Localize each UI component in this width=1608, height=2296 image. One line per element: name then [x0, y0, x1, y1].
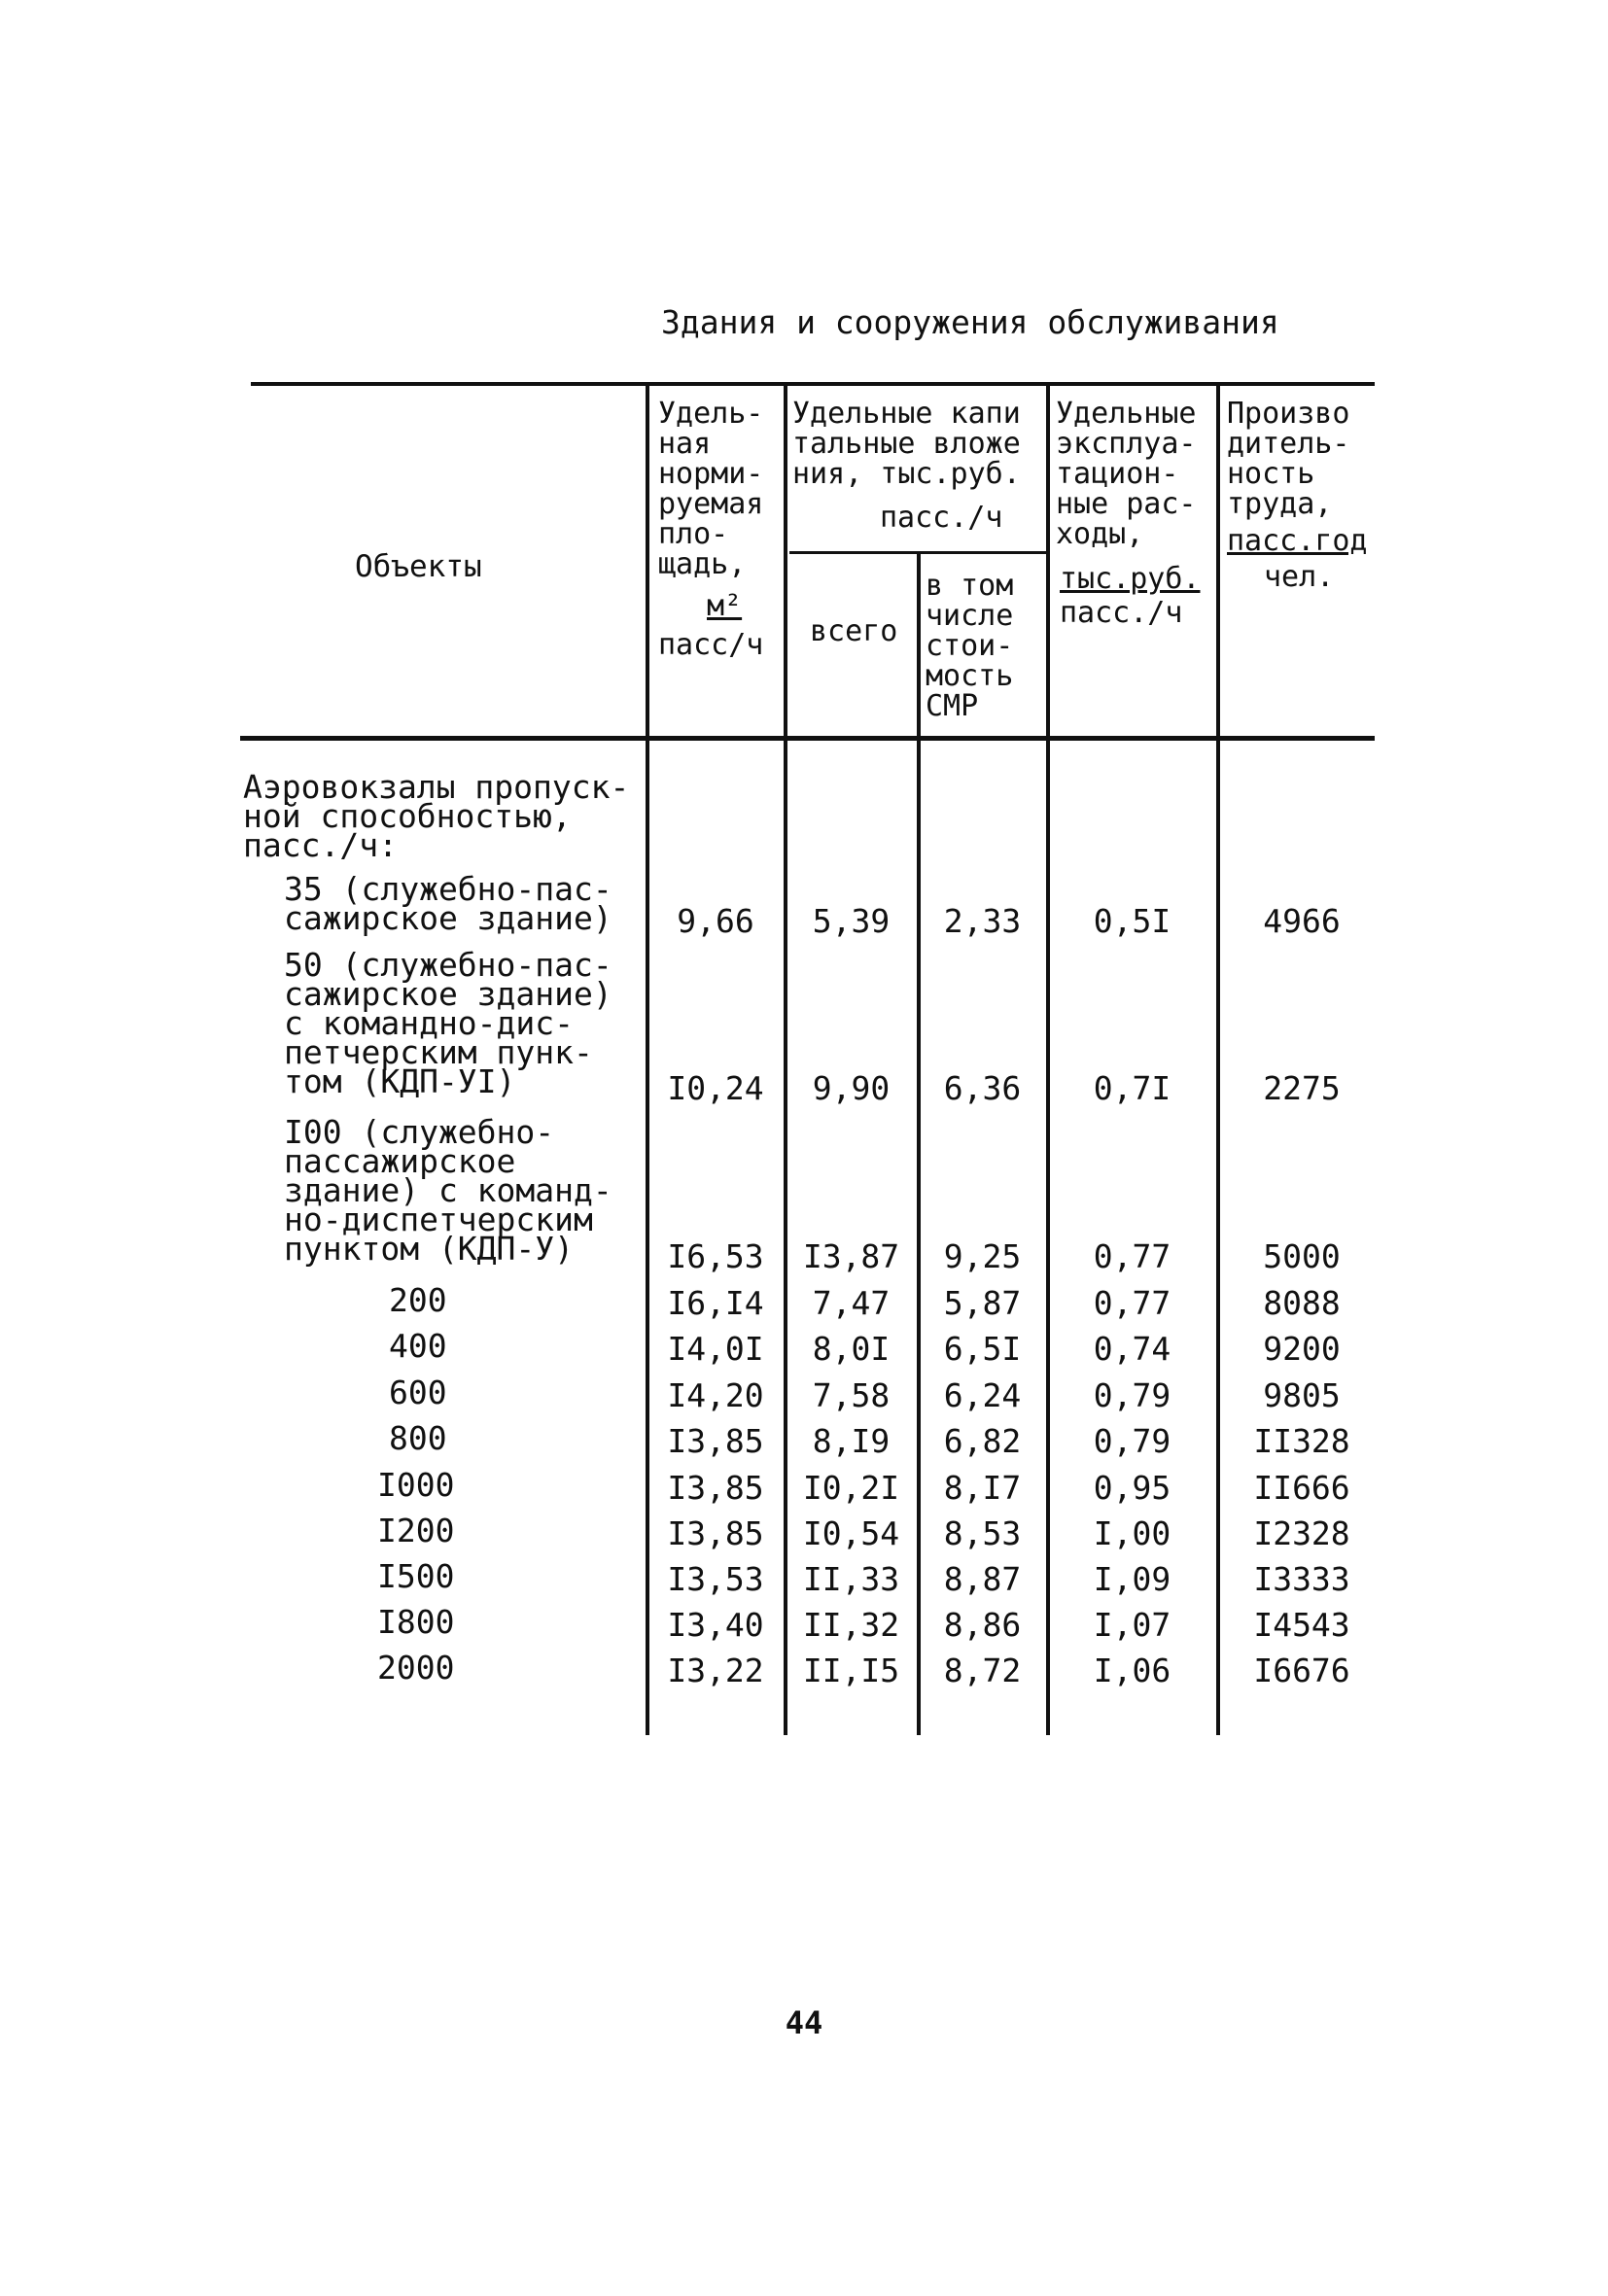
cell-area: I3,85 — [667, 1422, 764, 1460]
header-area-line: ная — [658, 427, 712, 461]
cell-opex: 0,79 — [1093, 1422, 1171, 1460]
header-area-line: норми- — [658, 457, 764, 491]
header-capex-line: тальные вложе — [792, 427, 1021, 461]
cell-capex-total: 5,39 — [812, 902, 891, 940]
cell-opex: 0,79 — [1093, 1376, 1171, 1414]
header-capex-line: ния, тыс.руб. — [792, 457, 1021, 491]
cell-capex-smr: 6,82 — [943, 1422, 1022, 1460]
row-object: 50 (служебно-пас- сажирское здание) с командно-дис- петчерским пунк- том (КДП-УI) — [284, 946, 612, 1100]
row-object: I200 — [377, 1512, 455, 1549]
cell-area: I6,53 — [667, 1237, 764, 1275]
cell-capex-smr: 9,25 — [943, 1237, 1022, 1275]
header-prod-line: дитель- — [1227, 427, 1350, 461]
header-capex-smr-line: стои- — [926, 629, 1014, 663]
header-capex-line: Удельные капи — [792, 397, 1021, 431]
cell-capex-total: 9,90 — [812, 1069, 891, 1107]
header-area-line: щадь, — [658, 547, 747, 581]
cell-area: I3,22 — [667, 1652, 764, 1689]
cell-prod: I3333 — [1253, 1560, 1350, 1598]
row-object: 600 — [389, 1374, 447, 1411]
cell-prod: I4543 — [1253, 1606, 1350, 1644]
header-capex-smr-line: в том — [926, 569, 1014, 603]
header-area-unit-numerator: м² — [707, 589, 743, 623]
cell-opex: 0,77 — [1093, 1237, 1171, 1275]
cell-opex: 0,77 — [1093, 1284, 1171, 1322]
group-label: Аэровокзалы пропуск- ной способностью, пасс./ч: — [243, 768, 630, 864]
cell-prod: 9200 — [1263, 1330, 1341, 1368]
cell-prod: 4966 — [1263, 902, 1341, 940]
header-capex-total: всего — [810, 614, 898, 648]
cell-opex: I,09 — [1093, 1560, 1171, 1598]
cell-capex-smr: 8,I7 — [943, 1469, 1022, 1507]
header-opex-line: ходы, — [1056, 517, 1144, 551]
cell-prod: I6676 — [1253, 1652, 1350, 1689]
cell-capex-smr: 8,87 — [943, 1560, 1022, 1598]
cell-prod: 5000 — [1263, 1237, 1341, 1275]
header-opex-unit-numerator: тыс.руб. — [1060, 562, 1201, 596]
row-object: 2000 — [377, 1649, 455, 1687]
col-divider-3 — [917, 552, 921, 1735]
header-opex-line: Удельные — [1056, 397, 1197, 431]
cell-capex-total: 7,58 — [812, 1376, 891, 1414]
cell-opex: I,00 — [1093, 1514, 1171, 1552]
cell-capex-total: II,32 — [802, 1606, 900, 1644]
cell-opex: I,06 — [1093, 1652, 1171, 1689]
cell-prod: 9805 — [1263, 1376, 1341, 1414]
cell-area: I4,20 — [667, 1376, 764, 1414]
page-title: Здания и сооружения обслуживания — [661, 303, 1279, 341]
cell-area: 9,66 — [677, 902, 754, 940]
header-area-line: пло- — [658, 517, 729, 551]
cell-capex-total: I3,87 — [802, 1237, 900, 1275]
cell-capex-smr: 6,24 — [943, 1376, 1022, 1414]
header-area-unit-denominator: пасс/ч — [658, 628, 764, 662]
cell-prod: 8088 — [1263, 1284, 1341, 1322]
cell-capex-total: 8,0I — [812, 1330, 891, 1368]
header-prod-unit-numerator: пасс.год — [1227, 524, 1368, 558]
cell-prod: II328 — [1253, 1422, 1350, 1460]
header-bottom-rule — [240, 736, 1375, 741]
page-number: 44 — [785, 2004, 823, 2041]
row-object: I000 — [377, 1466, 455, 1504]
cell-capex-smr: 8,72 — [943, 1652, 1022, 1689]
header-prod-line: ность — [1227, 457, 1315, 491]
cell-capex-smr: 5,87 — [943, 1284, 1022, 1322]
cell-capex-total: I0,2I — [802, 1469, 900, 1507]
header-capex-smr-line: числе — [926, 599, 1014, 633]
header-prod-line: труда, — [1227, 487, 1333, 521]
header-area-line: Удель- — [658, 397, 764, 431]
cell-capex-smr: 8,53 — [943, 1514, 1022, 1552]
cell-opex: 0,95 — [1093, 1469, 1171, 1507]
cell-capex-total: II,I5 — [802, 1652, 900, 1689]
cell-capex-total: 8,I9 — [812, 1422, 891, 1460]
cell-capex-total: 7,47 — [812, 1284, 891, 1322]
cell-capex-smr: 8,86 — [943, 1606, 1022, 1644]
table-top-rule — [251, 382, 1375, 386]
header-capex-smr-line: мость — [926, 659, 1014, 693]
cell-capex-total: I0,54 — [802, 1514, 900, 1552]
header-opex-line: тацион- — [1056, 457, 1179, 491]
header-opex-line: ные рас- — [1056, 487, 1197, 521]
cell-opex: 0,74 — [1093, 1330, 1171, 1368]
cell-prod: I2328 — [1253, 1514, 1350, 1552]
header-opex-unit-denominator: пасс./ч — [1060, 596, 1183, 630]
header-opex-line: эксплуа- — [1056, 427, 1197, 461]
header-prod-line: Произво — [1227, 397, 1350, 431]
cell-prod: II666 — [1253, 1469, 1350, 1507]
cell-capex-smr: 6,5I — [943, 1330, 1022, 1368]
header-prod-unit-denominator: чел. — [1264, 560, 1335, 594]
cell-capex-total: II,33 — [802, 1560, 900, 1598]
cell-area: I3,40 — [667, 1606, 764, 1644]
cell-area: I3,53 — [667, 1560, 764, 1598]
row-object: I00 (служебно- пассажирское здание) с команд- но-диспетчерским пунктом (КДП-У) — [284, 1113, 612, 1268]
cell-area: I3,85 — [667, 1514, 764, 1552]
cell-opex: 0,5I — [1093, 902, 1171, 940]
cell-prod: 2275 — [1263, 1069, 1341, 1107]
header-capex-unit: пасс./ч — [880, 501, 1003, 535]
header-objects: Объекты — [355, 549, 482, 584]
cell-area: I3,85 — [667, 1469, 764, 1507]
cell-area: I0,24 — [667, 1069, 764, 1107]
row-object: 200 — [389, 1281, 447, 1319]
row-object: 400 — [389, 1327, 447, 1365]
cell-opex: 0,7I — [1093, 1069, 1171, 1107]
cell-area: I6,I4 — [667, 1284, 764, 1322]
row-object: 800 — [389, 1419, 447, 1457]
row-object: I500 — [377, 1557, 455, 1595]
cell-capex-smr: 6,36 — [943, 1069, 1022, 1107]
row-object: 35 (служебно-пас- сажирское здание) — [284, 870, 612, 937]
cell-opex: I,07 — [1093, 1606, 1171, 1644]
row-object: I800 — [377, 1603, 455, 1641]
cell-area: I4,0I — [667, 1330, 764, 1368]
header-capex-smr-line: СМР — [926, 689, 979, 723]
cell-capex-smr: 2,33 — [943, 902, 1022, 940]
header-area-line: руемая — [658, 487, 764, 521]
